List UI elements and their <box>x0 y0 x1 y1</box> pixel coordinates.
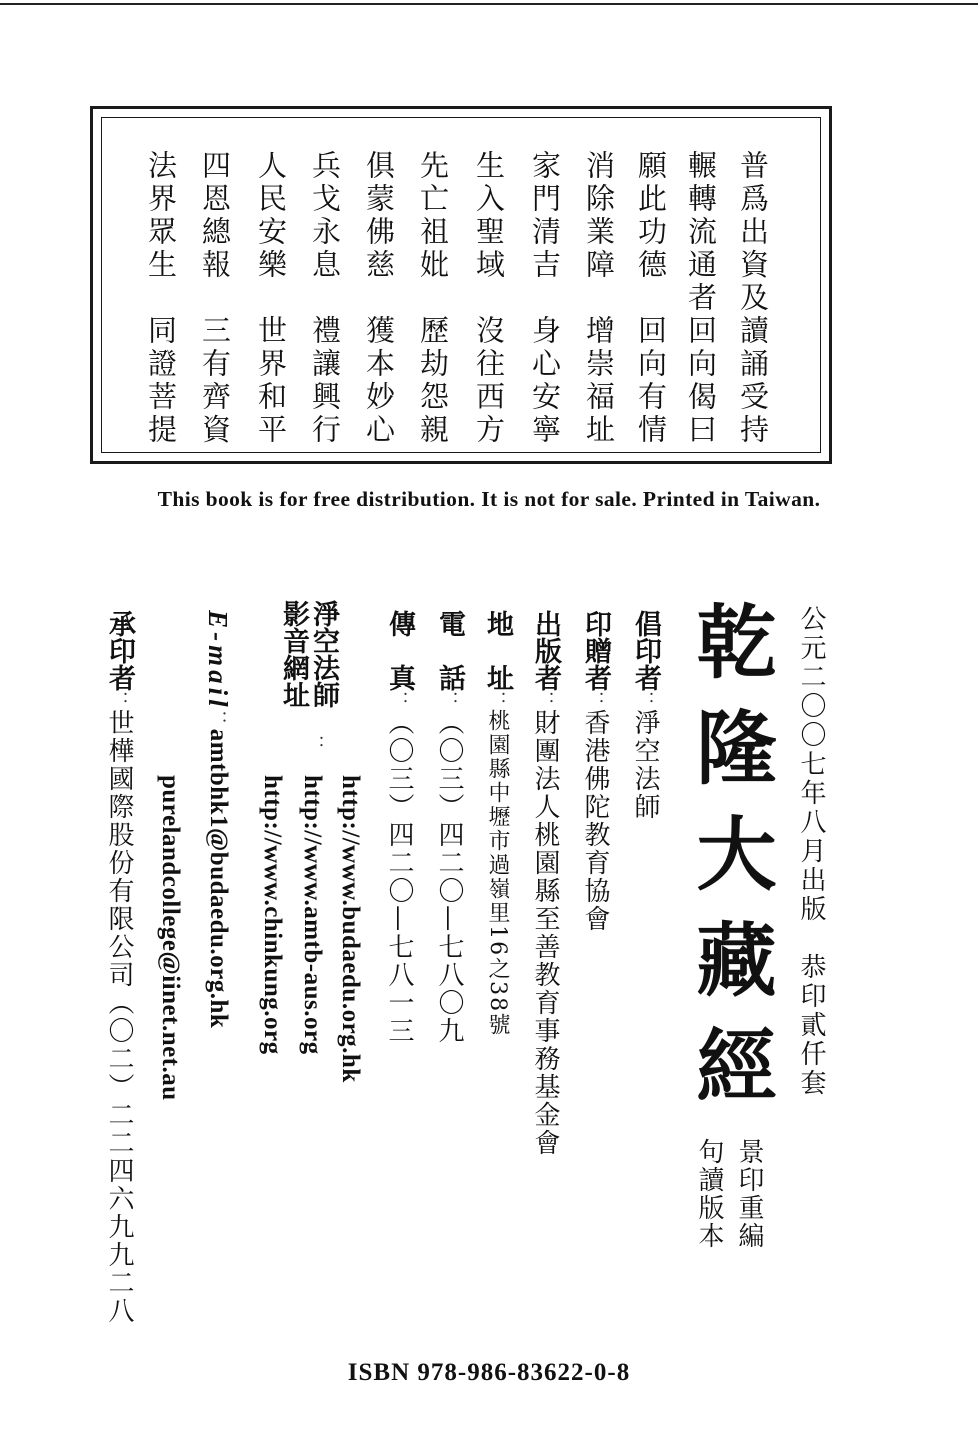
isbn-number: ISBN 978-986-83622-0-8 <box>347 1359 631 1386</box>
publisher-row <box>532 600 575 1157</box>
phone-row <box>436 600 479 1045</box>
subtitle-line-1: 景印重編 <box>734 1138 764 1250</box>
donor-value: 香港佛陀教育協會 <box>580 709 610 934</box>
verse-column: 普爲出資及讀誦受持 <box>736 150 770 447</box>
separator: ： <box>439 691 460 710</box>
verse-column: 家門清吉 身心安寧 <box>528 150 562 447</box>
separator: ： <box>109 691 130 710</box>
printer-row <box>106 600 149 1325</box>
verse-column: 消除業障 增崇福址 <box>582 150 616 447</box>
separator: ： <box>487 691 508 710</box>
phone-value: （〇三）四二〇—七八〇九 <box>434 709 464 1046</box>
separator: ： <box>305 735 326 753</box>
verse-column: 法界眾生 同證菩提 <box>144 150 178 447</box>
email-address[interactable]: purelandcollege@iinet.net.au <box>157 775 184 1101</box>
fax-label: 傳 真 <box>384 610 415 692</box>
verse-column: 輾轉流通者回向偈曰 <box>684 150 718 447</box>
verse-column: 人民安樂 世界和平 <box>254 150 288 447</box>
url-link[interactable]: http://www.amtb-aus.org <box>299 775 326 1055</box>
top-edge-line <box>0 3 978 5</box>
website-label-2: 影音網址 <box>278 600 309 708</box>
initiator-value: 淨空法師 <box>630 709 660 822</box>
email-label: E-mail <box>203 610 233 711</box>
distribution-notice: This book is for free distribution. It is not for sale. Printed in Taiwan. <box>157 487 821 511</box>
book-title: 乾隆大藏經 <box>683 600 777 1130</box>
phone-label: 電 話 <box>434 610 465 692</box>
publisher-value: 財團法人桃園縣至善教育事務基金會 <box>530 709 560 1158</box>
email-row <box>204 600 247 1028</box>
verse-column: 四恩總報 三有齊資 <box>198 150 232 447</box>
address-value: 桃園縣中壢市過嶺里16之38號 <box>485 709 510 1038</box>
verse-column: 俱蒙佛慈 獲本妙心 <box>362 150 396 447</box>
donor-row <box>582 600 625 933</box>
separator: ： <box>635 691 656 710</box>
verse-column: 兵戈永息 禮讓興行 <box>308 150 342 447</box>
fax-value: （〇三）四二〇—七八一三 <box>384 709 414 1046</box>
initiator-label: 倡印者 <box>630 610 661 692</box>
website-label-1: 淨空法師 <box>308 600 339 708</box>
url-link[interactable]: http://www.budaedu.org.hk <box>337 775 364 1083</box>
separator: ： <box>389 691 410 710</box>
address-row <box>484 600 527 1037</box>
initiator-row <box>632 600 675 821</box>
printer-value: 世樺國際股份有限公司（〇二）二二四六九九二八 <box>104 709 134 1326</box>
email-address[interactable]: amtbhk1@budaedu.org.hk <box>205 728 232 1029</box>
verse-column: 先亡祖妣 歷劫怨親 <box>416 150 450 447</box>
fax-row <box>386 600 429 1045</box>
separator: ： <box>585 691 606 710</box>
separator: ： <box>208 710 229 729</box>
subtitle-line-2: 句讀版本 <box>694 1138 724 1250</box>
donor-label: 印贈者 <box>580 610 611 692</box>
publication-date: 公元二〇〇七年八月出版 恭印貳仟套 <box>796 605 826 1098</box>
verse-column: 生入聖域 沒往西方 <box>472 150 506 447</box>
printer-label: 承印者 <box>104 610 135 692</box>
separator: ： <box>535 691 556 710</box>
url-link[interactable]: http://www.chinkung.org <box>259 775 286 1055</box>
address-label: 地 址 <box>482 610 513 692</box>
publisher-label: 出版者 <box>530 610 561 692</box>
verse-column: 願此功德 回向有情 <box>634 150 668 447</box>
